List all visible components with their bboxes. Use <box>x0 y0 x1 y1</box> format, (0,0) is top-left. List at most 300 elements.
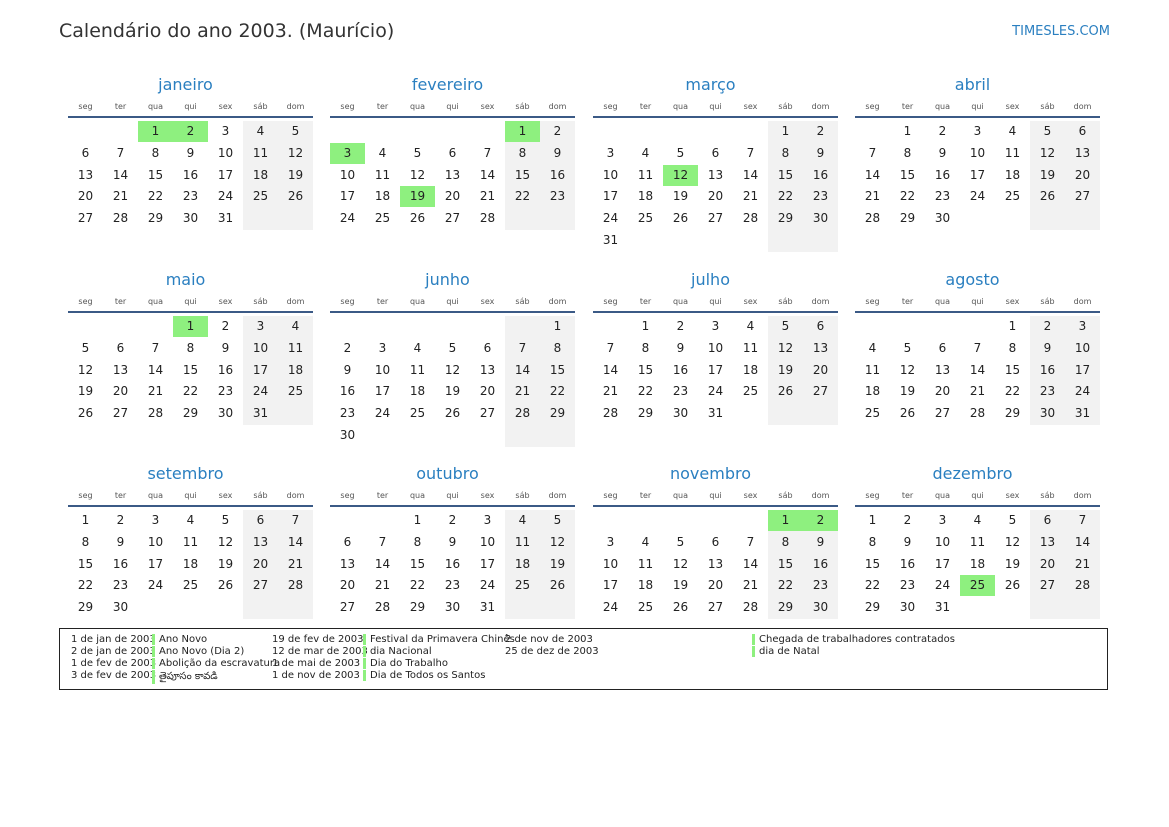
weekday-label: sáb <box>1040 297 1055 306</box>
month-abril <box>855 75 1100 230</box>
day-cell: 21 <box>969 384 986 399</box>
day-cell: 29 <box>77 600 94 615</box>
day-cell: 9 <box>116 534 125 549</box>
weekday-label: ter <box>639 102 652 111</box>
holiday-name: Festival da Primavera Chinês <box>363 634 515 645</box>
holiday-date: 25 de dez de 2003 <box>505 646 599 657</box>
day-cell: 8 <box>781 534 790 549</box>
holiday-date: 2 de nov de 2003 <box>505 634 593 645</box>
day-cell: 1 <box>413 513 422 527</box>
day-cell: 12 <box>1039 145 1056 160</box>
day-cell: 16 <box>812 167 829 182</box>
day-cell: 18 <box>637 189 654 204</box>
day-cell: 26 <box>549 578 566 593</box>
day-cell: 14 <box>864 167 881 182</box>
day-cell: 26 <box>217 578 234 593</box>
weekday-label: ter <box>376 297 389 306</box>
day-cell: 27 <box>707 600 724 615</box>
day-cell: 6 <box>256 513 265 527</box>
month-divider <box>593 505 838 507</box>
day-cell: 2 <box>938 124 947 138</box>
day-cell: 21 <box>742 189 759 204</box>
day-cell: 30 <box>672 406 689 421</box>
day-cell: 14 <box>602 362 619 377</box>
day-cell: 10 <box>479 534 496 549</box>
weekday-label: qua <box>147 491 164 500</box>
day-cell: 8 <box>868 534 877 549</box>
day-cell: 24 <box>339 211 356 226</box>
day-cell: 5 <box>781 319 790 333</box>
day-cell: 12 <box>77 362 94 377</box>
day-cell: 7 <box>151 340 160 355</box>
day-cell: 22 <box>409 578 426 593</box>
site-link[interactable]: TIMESLES.COM <box>1012 24 1110 39</box>
day-cell: 16 <box>672 362 689 377</box>
day-cell: 13 <box>707 167 724 182</box>
day-cell: 18 <box>742 362 759 377</box>
day-cell: 25 <box>287 384 304 399</box>
day-cell: 23 <box>112 578 129 593</box>
day-cell: 6 <box>816 319 825 333</box>
day-cell: 10 <box>602 167 619 182</box>
holiday-name: dia de Natal <box>752 646 820 657</box>
month-name: outubro <box>416 464 479 483</box>
weekday-header <box>330 491 575 501</box>
day-cell: 25 <box>742 384 759 399</box>
weekday-label: seg <box>78 297 93 306</box>
day-cell: 2 <box>221 319 230 333</box>
day-cell: 3 <box>1078 319 1087 333</box>
month-outubro <box>330 464 575 619</box>
day-cell: 24 <box>602 600 619 615</box>
day-cell: 6 <box>483 340 492 355</box>
day-cell: 9 <box>448 534 457 549</box>
day-cell: 5 <box>676 145 685 160</box>
day-cell: 19 <box>672 578 689 593</box>
day-cell: 19 <box>287 167 304 182</box>
holiday-day-cell: 12 <box>663 165 698 186</box>
weekday-label: seg <box>78 102 93 111</box>
weekday-label: seg <box>865 102 880 111</box>
day-cell: 17 <box>602 189 619 204</box>
day-cell: 16 <box>812 556 829 571</box>
day-cell: 11 <box>374 167 391 182</box>
month-name: março <box>685 75 736 94</box>
day-cell: 8 <box>553 340 562 355</box>
day-cell: 16 <box>1039 362 1056 377</box>
page-title: Calendário do ano 2003. (Maurício) <box>59 20 395 42</box>
weekday-label: sex <box>480 297 495 306</box>
day-cell: 15 <box>549 362 566 377</box>
weekday-label: dom <box>811 297 830 306</box>
day-cell: 23 <box>899 578 916 593</box>
day-cell: 3 <box>378 340 387 355</box>
day-cell: 11 <box>409 362 426 377</box>
month-novembro <box>593 464 838 619</box>
holiday-legend <box>59 628 1108 690</box>
weekday-header <box>593 297 838 307</box>
day-cell: 20 <box>707 189 724 204</box>
month-divider <box>68 505 313 507</box>
day-cell: 19 <box>672 189 689 204</box>
weekday-label: seg <box>340 491 355 500</box>
day-cell: 5 <box>1008 513 1017 527</box>
weekday-label: dom <box>1073 491 1092 500</box>
day-cell: 17 <box>217 167 234 182</box>
day-cell: 27 <box>252 578 269 593</box>
day-cell: 31 <box>217 211 234 226</box>
weekday-label: dom <box>548 491 567 500</box>
day-cell: 24 <box>217 189 234 204</box>
day-cell: 8 <box>903 145 912 160</box>
day-cell: 24 <box>707 384 724 399</box>
day-cell: 23 <box>1039 384 1056 399</box>
day-cell: 5 <box>903 340 912 355</box>
day-cell: 24 <box>602 211 619 226</box>
day-cell: 29 <box>409 600 426 615</box>
holiday-day-cell: 1 <box>138 121 173 142</box>
day-cell: 14 <box>147 362 164 377</box>
day-cell: 7 <box>1078 513 1087 527</box>
day-cell: 27 <box>934 406 951 421</box>
weekday-label: seg <box>340 102 355 111</box>
day-cell: 17 <box>707 362 724 377</box>
weekday-label: qui <box>709 102 722 111</box>
holiday-day-cell: 2 <box>173 121 208 142</box>
weekday-label: sáb <box>253 491 268 500</box>
day-cell: 16 <box>217 362 234 377</box>
day-cell: 18 <box>864 384 881 399</box>
day-cell: 12 <box>444 362 461 377</box>
day-cell: 21 <box>147 384 164 399</box>
day-cell: 11 <box>742 340 759 355</box>
weekday-label: sáb <box>253 297 268 306</box>
weekday-header <box>68 297 313 307</box>
day-cell: 9 <box>676 340 685 355</box>
day-cell: 9 <box>221 340 230 355</box>
day-cell: 4 <box>186 513 195 527</box>
day-cell: 27 <box>444 211 461 226</box>
day-cell: 21 <box>287 556 304 571</box>
weekday-label: ter <box>114 491 127 500</box>
day-cell: 13 <box>707 556 724 571</box>
day-cell: 28 <box>147 406 164 421</box>
day-cell: 18 <box>1004 167 1021 182</box>
day-cell: 19 <box>77 384 94 399</box>
day-cell: 1 <box>868 513 877 527</box>
weekday-label: ter <box>376 102 389 111</box>
day-cell: 14 <box>479 167 496 182</box>
day-cell: 6 <box>1078 124 1087 138</box>
day-cell: 9 <box>343 362 352 377</box>
holiday-name: Dia de Todos os Santos <box>363 670 485 681</box>
day-cell: 18 <box>182 556 199 571</box>
weekday-label: sáb <box>253 102 268 111</box>
day-cell: 15 <box>409 556 426 571</box>
weekday-label: qua <box>672 297 689 306</box>
weekday-label: sex <box>218 491 233 500</box>
day-cell: 28 <box>479 211 496 226</box>
day-cell: 21 <box>864 189 881 204</box>
day-cell: 27 <box>707 211 724 226</box>
weekday-label: dom <box>548 102 567 111</box>
day-cell: 11 <box>864 362 881 377</box>
day-cell: 4 <box>413 340 422 355</box>
day-cell: 21 <box>479 189 496 204</box>
weekday-header <box>855 297 1100 307</box>
day-cell: 28 <box>969 406 986 421</box>
holiday-day-cell: 1 <box>768 510 803 531</box>
day-cell: 8 <box>186 340 195 355</box>
month-divider <box>855 505 1100 507</box>
month-divider <box>855 311 1100 313</box>
day-cell: 28 <box>374 600 391 615</box>
day-cell: 20 <box>1039 556 1056 571</box>
weekday-label: dom <box>548 297 567 306</box>
weekday-label: dom <box>286 491 305 500</box>
day-cell: 23 <box>339 406 356 421</box>
day-cell: 25 <box>182 578 199 593</box>
day-cell: 27 <box>112 406 129 421</box>
weekday-header <box>330 102 575 112</box>
day-cell: 29 <box>549 406 566 421</box>
day-cell: 28 <box>742 211 759 226</box>
day-cell: 11 <box>252 145 269 160</box>
day-cell: 7 <box>378 534 387 549</box>
day-cell: 26 <box>672 211 689 226</box>
day-cell: 21 <box>742 578 759 593</box>
day-cell: 3 <box>606 145 615 160</box>
day-cell: 2 <box>116 513 125 527</box>
weekday-label: seg <box>340 297 355 306</box>
day-cell: 23 <box>672 384 689 399</box>
weekday-label: qua <box>147 102 164 111</box>
holiday-name: Abolição da escravatura <box>152 658 280 669</box>
day-cell: 13 <box>812 340 829 355</box>
day-cell: 7 <box>518 340 527 355</box>
weekday-label: sáb <box>1040 491 1055 500</box>
day-cell: 3 <box>151 513 160 527</box>
day-cell: 16 <box>444 556 461 571</box>
day-cell: 20 <box>1074 167 1091 182</box>
day-cell: 10 <box>1074 340 1091 355</box>
day-cell: 30 <box>899 600 916 615</box>
day-cell: 17 <box>339 189 356 204</box>
holiday-day-cell: 1 <box>505 121 540 142</box>
weekday-header <box>68 102 313 112</box>
day-cell: 22 <box>777 189 794 204</box>
weekday-label: sex <box>480 491 495 500</box>
weekday-label: ter <box>376 491 389 500</box>
day-cell: 21 <box>374 578 391 593</box>
month-name: agosto <box>945 270 1000 289</box>
day-cell: 11 <box>514 534 531 549</box>
day-cell: 2 <box>676 319 685 333</box>
weekday-label: qui <box>971 297 984 306</box>
month-janeiro <box>68 75 313 230</box>
day-cell: 10 <box>339 167 356 182</box>
day-cell: 20 <box>934 384 951 399</box>
day-cell: 8 <box>413 534 422 549</box>
weekday-label: ter <box>639 297 652 306</box>
day-cell: 13 <box>479 362 496 377</box>
day-cell: 26 <box>444 406 461 421</box>
day-cell: 25 <box>864 406 881 421</box>
day-cell: 13 <box>1074 145 1091 160</box>
holiday-name: dia Nacional <box>363 646 432 657</box>
month-divider <box>330 116 575 118</box>
day-cell: 30 <box>812 211 829 226</box>
day-cell: 29 <box>899 211 916 226</box>
day-cell: 18 <box>374 189 391 204</box>
day-cell: 22 <box>777 578 794 593</box>
day-cell: 15 <box>899 167 916 182</box>
day-cell: 5 <box>1043 124 1052 138</box>
day-cell: 25 <box>252 189 269 204</box>
day-cell: 22 <box>514 189 531 204</box>
day-cell: 17 <box>969 167 986 182</box>
day-cell: 31 <box>934 600 951 615</box>
day-cell: 31 <box>1074 406 1091 421</box>
weekday-label: qui <box>184 297 197 306</box>
day-cell: 1 <box>903 124 912 138</box>
weekday-label: qui <box>446 102 459 111</box>
day-cell: 7 <box>606 340 615 355</box>
day-cell: 17 <box>602 578 619 593</box>
month-divider <box>68 311 313 313</box>
day-cell: 18 <box>409 384 426 399</box>
month-name: julho <box>691 270 730 289</box>
day-cell: 24 <box>252 384 269 399</box>
weekday-label: ter <box>114 102 127 111</box>
day-cell: 11 <box>637 556 654 571</box>
day-cell: 8 <box>81 534 90 549</box>
day-cell: 20 <box>339 578 356 593</box>
holiday-date: 1 de jan de 2003 <box>71 634 156 645</box>
day-cell: 30 <box>182 211 199 226</box>
day-cell: 6 <box>448 145 457 160</box>
month-divider <box>593 311 838 313</box>
day-cell: 10 <box>969 145 986 160</box>
weekday-label: dom <box>811 102 830 111</box>
day-cell: 2 <box>816 124 825 138</box>
day-cell: 1 <box>641 319 650 333</box>
day-cell: 7 <box>483 145 492 160</box>
day-cell: 18 <box>252 167 269 182</box>
day-cell: 31 <box>602 233 619 247</box>
day-cell: 20 <box>112 384 129 399</box>
day-cell: 4 <box>641 534 650 549</box>
weekday-label: sex <box>743 102 758 111</box>
day-cell: 5 <box>81 340 90 355</box>
day-cell: 11 <box>637 167 654 182</box>
holiday-day-cell: 2 <box>803 510 838 531</box>
holiday-name: Chegada de trabalhadores contratados <box>752 634 955 645</box>
weekday-header <box>330 297 575 307</box>
day-cell: 20 <box>77 189 94 204</box>
day-cell: 25 <box>637 600 654 615</box>
day-cell: 13 <box>77 167 94 182</box>
weekday-label: dom <box>811 491 830 500</box>
day-cell: 9 <box>553 145 562 160</box>
day-cell: 31 <box>479 600 496 615</box>
day-cell: 23 <box>444 578 461 593</box>
day-cell: 29 <box>864 600 881 615</box>
holiday-day-cell: 1 <box>173 316 208 337</box>
weekday-label: sex <box>743 297 758 306</box>
weekday-label: sáb <box>515 297 530 306</box>
day-cell: 22 <box>899 189 916 204</box>
day-cell: 6 <box>938 340 947 355</box>
day-cell: 29 <box>777 600 794 615</box>
day-cell: 15 <box>864 556 881 571</box>
day-cell: 1 <box>81 513 90 527</box>
day-cell: 23 <box>182 189 199 204</box>
day-cell: 10 <box>374 362 391 377</box>
day-cell: 1 <box>1008 319 1017 333</box>
weekday-label: qua <box>147 297 164 306</box>
day-cell: 8 <box>1008 340 1017 355</box>
day-cell: 4 <box>868 340 877 355</box>
day-cell: 21 <box>602 384 619 399</box>
day-cell: 6 <box>1043 513 1052 527</box>
day-cell: 11 <box>287 340 304 355</box>
day-cell: 7 <box>973 340 982 355</box>
day-cell: 15 <box>777 556 794 571</box>
day-cell: 14 <box>969 362 986 377</box>
weekday-label: seg <box>603 297 618 306</box>
weekday-label: sáb <box>778 297 793 306</box>
day-cell: 12 <box>672 556 689 571</box>
day-cell: 3 <box>938 513 947 527</box>
weekday-header <box>855 491 1100 501</box>
day-cell: 8 <box>151 145 160 160</box>
day-cell: 21 <box>112 189 129 204</box>
weekday-label: ter <box>639 491 652 500</box>
weekday-header <box>593 491 838 501</box>
day-cell: 7 <box>746 534 755 549</box>
day-cell: 22 <box>77 578 94 593</box>
day-cell: 14 <box>374 556 391 571</box>
day-cell: 17 <box>1074 362 1091 377</box>
day-cell: 25 <box>409 406 426 421</box>
day-cell: 4 <box>746 319 755 333</box>
day-cell: 12 <box>899 362 916 377</box>
day-cell: 8 <box>641 340 650 355</box>
day-cell: 19 <box>549 556 566 571</box>
weekday-label: qua <box>934 297 951 306</box>
day-cell: 3 <box>483 513 492 527</box>
weekday-label: qui <box>446 491 459 500</box>
holiday-name: Ano Novo <box>152 634 207 645</box>
day-cell: 28 <box>602 406 619 421</box>
day-cell: 3 <box>606 534 615 549</box>
day-cell: 5 <box>448 340 457 355</box>
day-cell: 19 <box>1004 556 1021 571</box>
day-cell: 30 <box>444 600 461 615</box>
day-cell: 26 <box>409 211 426 226</box>
day-cell: 22 <box>1004 384 1021 399</box>
weekday-label: qui <box>184 491 197 500</box>
day-cell: 13 <box>1039 534 1056 549</box>
day-cell: 24 <box>479 578 496 593</box>
holiday-name: తైపూసం కావడి <box>152 670 218 684</box>
weekday-label: qui <box>446 297 459 306</box>
weekday-label: sex <box>480 102 495 111</box>
weekday-label: qui <box>971 102 984 111</box>
day-cell: 27 <box>339 600 356 615</box>
weekday-label: qua <box>672 102 689 111</box>
